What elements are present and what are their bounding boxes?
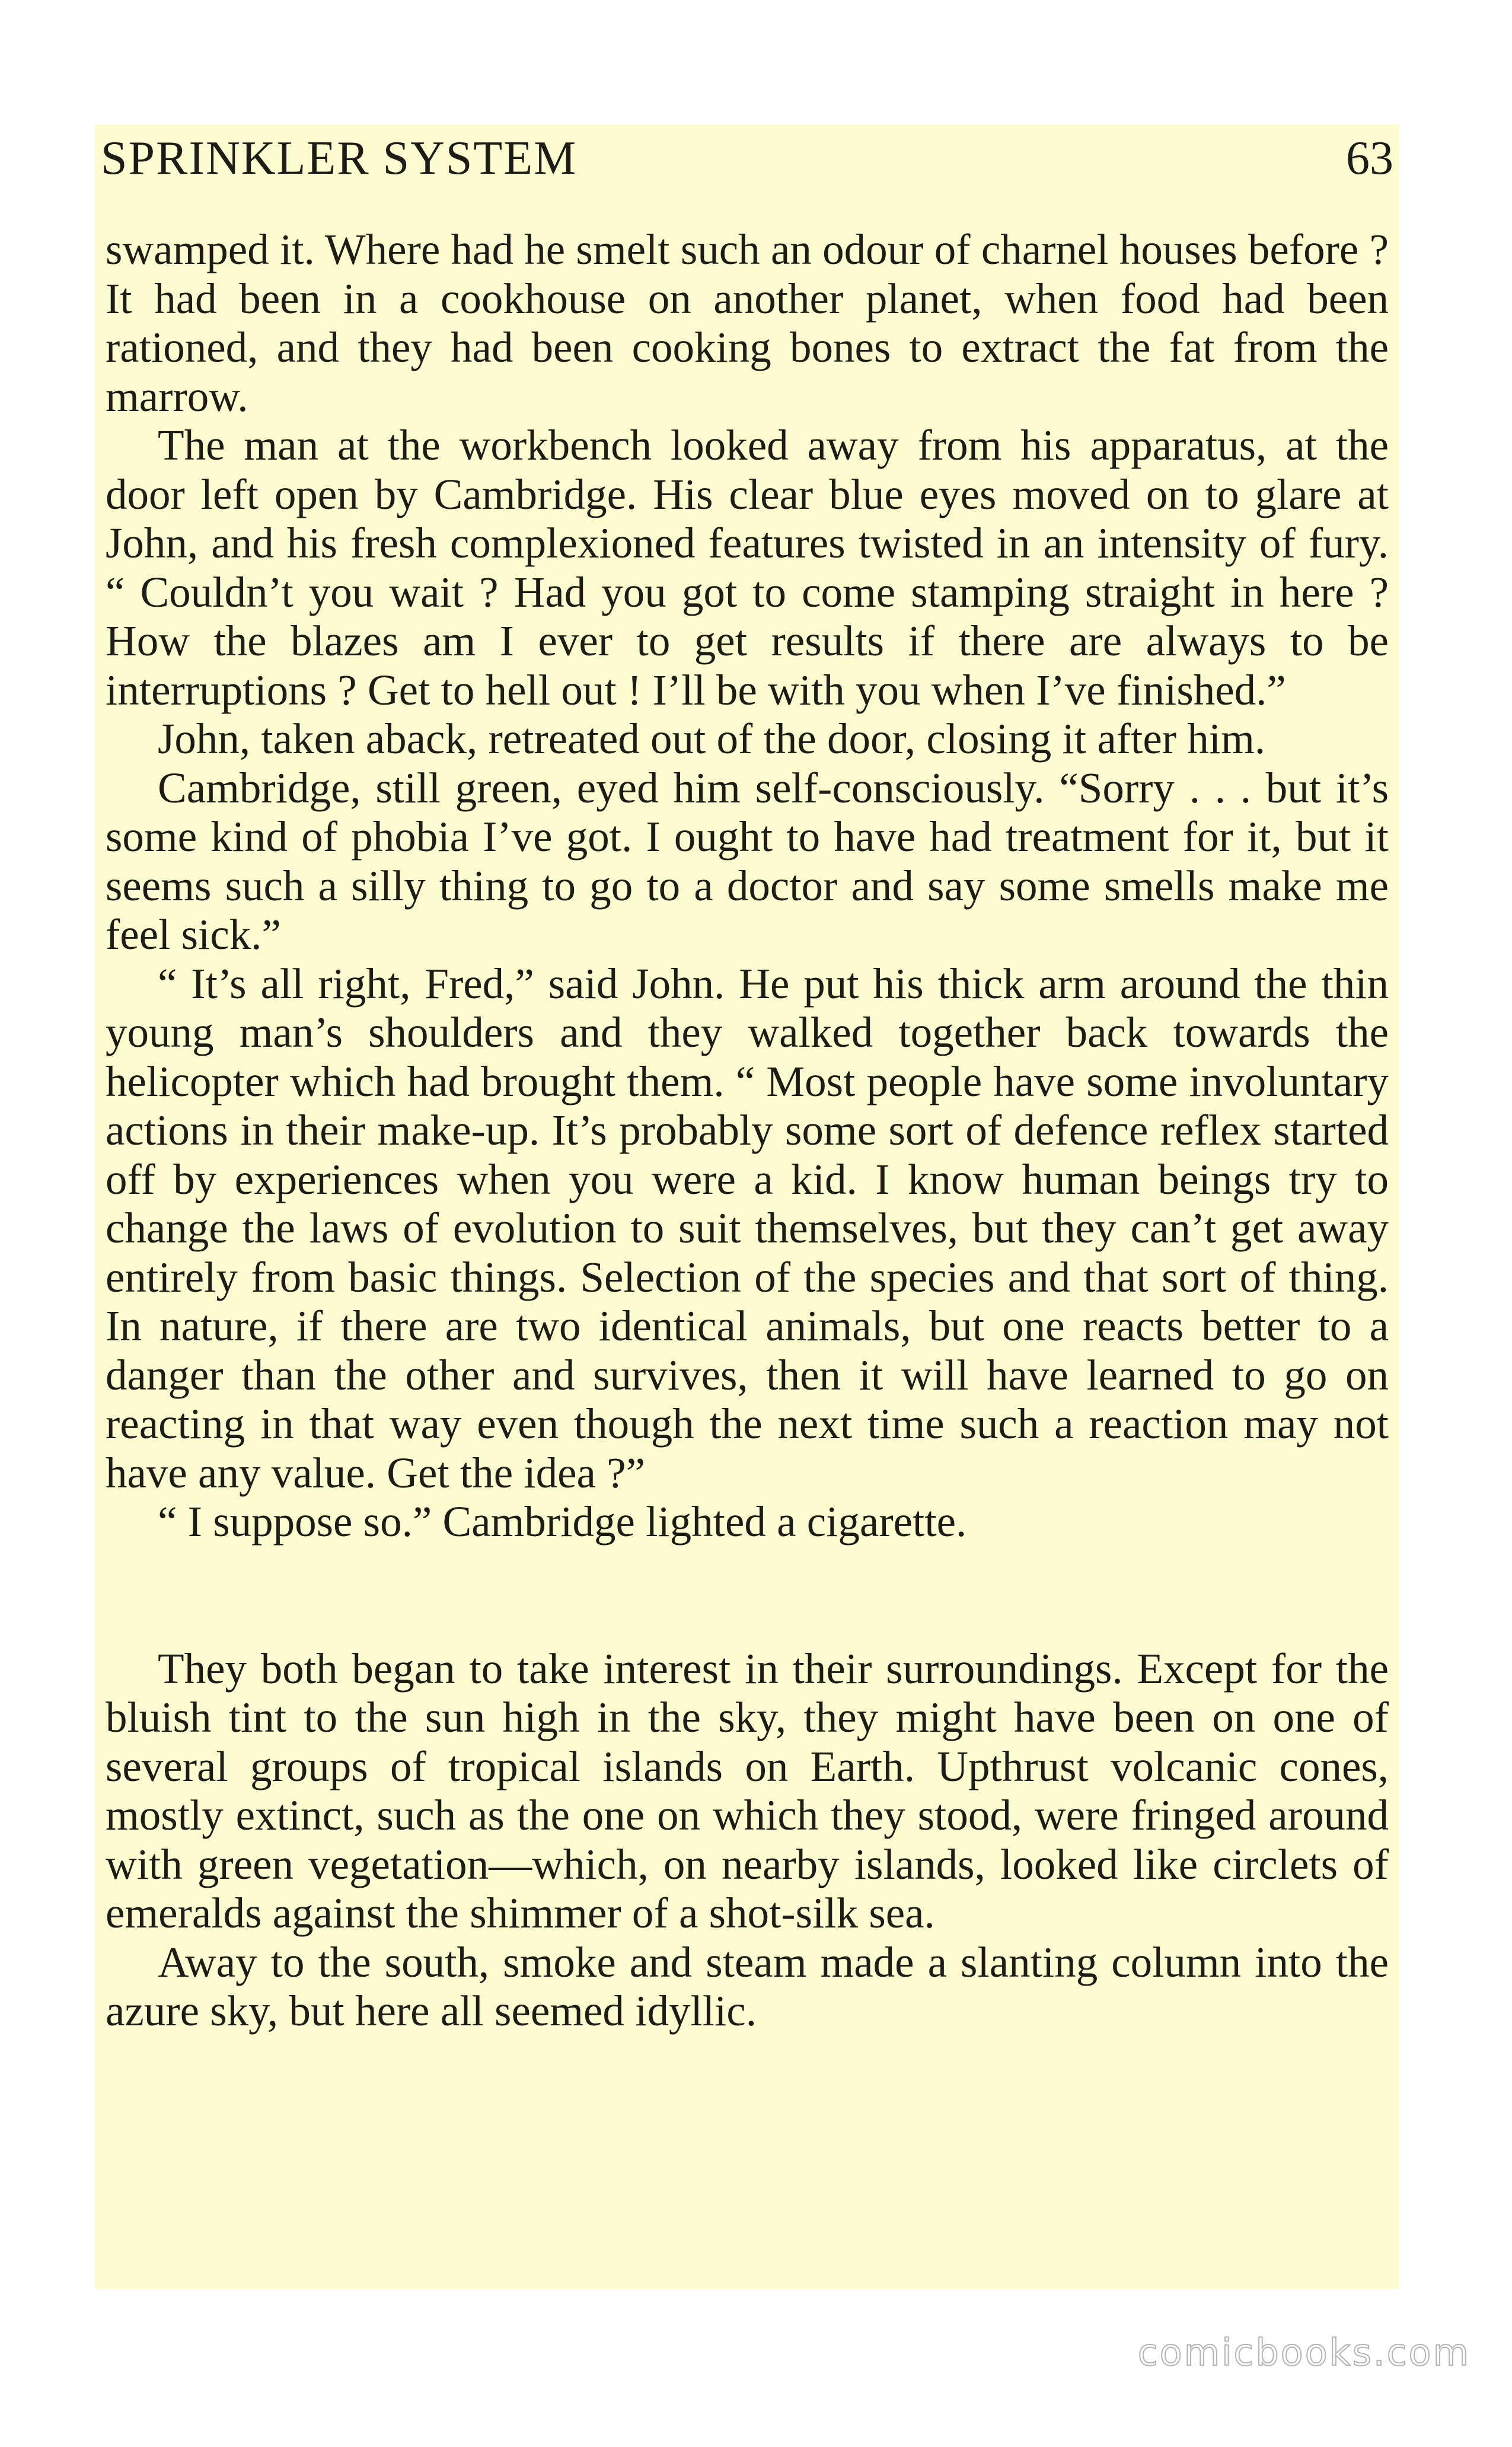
page-number: 63 — [1346, 132, 1393, 184]
paragraph-6: “ I suppose so.” Cambridge lighted a cigarette. — [158, 1497, 967, 1546]
paragraph-8: Away to the south, smoke and steam made a slanting column into the azure sky, but here all seemed idyllic. — [106, 1938, 1389, 2035]
paragraph-2: The man at the workbench looked away from his apparatus, at the door left open by Cambridge. His clear blue eyes moved on to glare at John, and his fresh complexioned features twisted in an intensity of fury. “ Couldn’t you wait ? Had you got to come stamping straight in here ? How the blazes am I ever to get results if there are always to be interruptions ? Get to hell out ! I’ll be with you when I’ve finished.” — [106, 421, 1389, 714]
running-header — [101, 132, 1393, 197]
paragraph-4: Cambridge, still green, eyed him self-consciously. “Sorry . . . but it’s some kind of phobia I’ve got. I ought to have had treatment for it, but it seems such a silly thing to go to a doctor and say some smells make me feel sick.” — [106, 763, 1389, 958]
paragraph-7: They both began to take interest in their surroundings. Except for the bluish tint to the sun high in the sky, they might have been on one of several groups of tropical islands on Earth. Upthrust volcanic cones, mostly extinct, such as the one on which they stood, were fringed around with green vegetation—which, on nearby islands, looked like circlets of emeralds against the shimmer of a shot-silk sea. — [106, 1644, 1389, 1937]
paragraph-5: “ It’s all right, Fred,” said John. He put his thick arm around the thin young man’s shoulders and they walked together back towards the helicopter which had brought them. “ Most people have some involuntary actions in their make-up. It’s probably some sort of defence reflex started off by experiences when you were a kid. I know human beings try to change the laws of evolution to suit themselves, but they can’t get away entirely from basic things. Selection of the species and that sort of thing. In nature, if there are two identical animals, but one reacts better to a danger than the other and survives, then it will have learned to go on reacting in that way even though the next time such a reaction may not have any value. Get the idea ?” — [106, 959, 1389, 1497]
body-text — [106, 225, 1389, 2036]
paragraph-3: John, taken aback, retreated out of the door, closing it after him. — [158, 715, 1266, 763]
running-title: SPRINKLER SYSTEM — [101, 132, 578, 184]
watermark: comicbooks.com — [1137, 2331, 1470, 2374]
paragraph-1: swamped it. Where had he smelt such an odour of charnel houses before ? It had been in a cookhouse on another planet, when food had been rationed, and they had been cooking bones to extract the fat from the marrow. — [106, 225, 1389, 420]
section-break — [106, 1547, 1389, 1645]
